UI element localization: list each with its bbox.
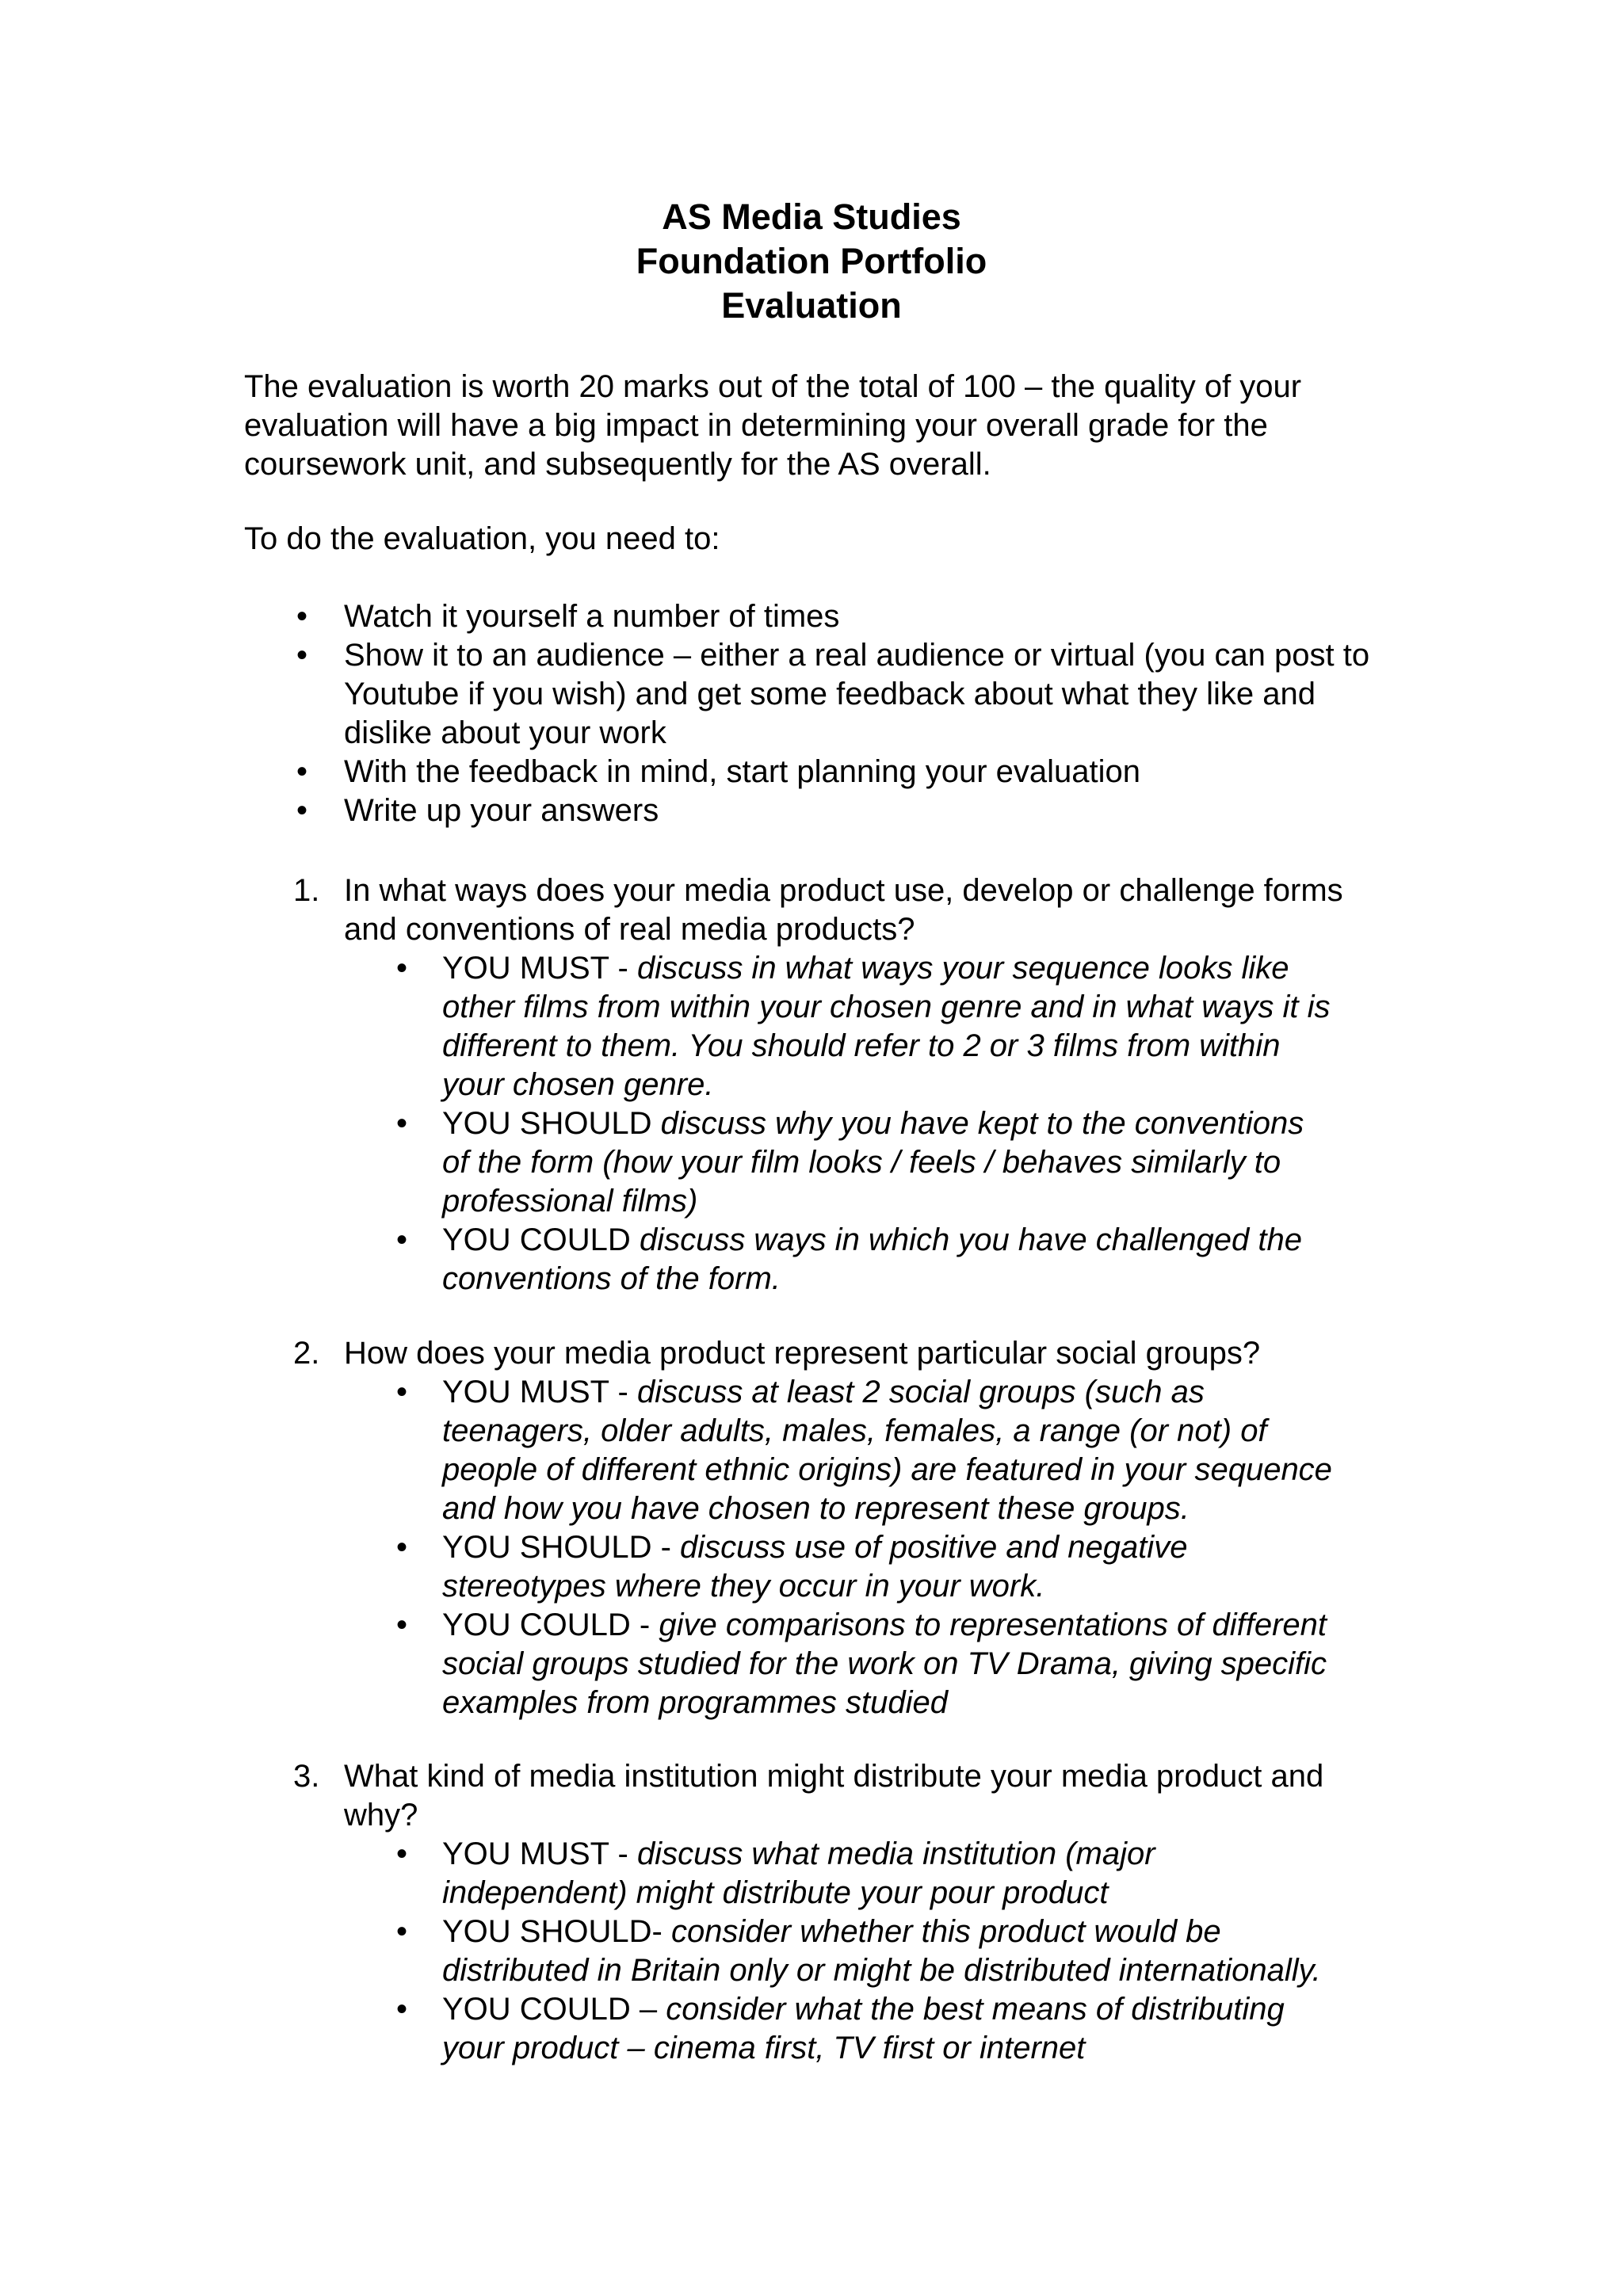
bullet-icon: • <box>396 1222 408 1257</box>
intro-paragraph: The evaluation is worth 20 marks out of the total of 100 – the quality of your evaluation will have a big impact in determining your overall grade for the coursework unit, and subsequently for the AS overall. <box>244 369 1302 482</box>
bullet-icon: • <box>296 793 308 828</box>
bullet-icon: • <box>296 754 308 789</box>
list-item: • Show it to an audience – either a real audience or virtual (you can post to Youtube if you wish) and get some feedback about what they like and dislike about your work <box>296 638 1370 750</box>
bullet-icon: • <box>396 1914 408 1949</box>
bullet-icon: • <box>396 1608 408 1642</box>
bullet-icon: • <box>396 1106 408 1141</box>
question-text: In what ways does your media product use, develop or challenge forms and conventions of real media products? <box>344 873 1343 947</box>
question-text: What kind of media institution might distribute your media product and why? <box>344 1759 1324 1833</box>
todo-heading: To do the evaluation, you need to: <box>244 521 720 556</box>
question-number: 2. <box>293 1336 320 1371</box>
list-item: • Watch it yourself a number of times <box>244 597 1401 636</box>
list-item: • YOU SHOULD- consider whether this product would be distributed in Britain only or might be distributed internationally. <box>396 1914 1321 1988</box>
title-line-3: Evaluation <box>721 285 902 326</box>
question-number: 3. <box>293 1759 320 1794</box>
bullet-icon: • <box>396 951 408 986</box>
list-item: • YOU MUST - discuss at least 2 social groups (such as teenagers, older adults, males, females, a range (or not) of people of different ethnic origins) are featured in your sequence and how you have chosen to represent these groups. <box>396 1375 1332 1526</box>
list-item: • With the feedback in mind, start planning your evaluation <box>244 753 1401 791</box>
list-item: • YOU COULD discuss ways in which you have challenged the conventions of the form. <box>396 1222 1302 1296</box>
question-points <box>344 949 1335 1299</box>
bullet-icon: • <box>396 1836 408 1871</box>
question-1 <box>293 871 1387 1299</box>
title-line-1: AS Media Studies <box>662 196 961 237</box>
list-item: • YOU MUST - discuss in what ways your sequence looks like other films from within your chosen genre and in what ways it is different to them. You should refer to 2 or 3 films from within your chosen genre. <box>396 951 1331 1102</box>
question-number: 1. <box>293 873 320 908</box>
bullet-icon: • <box>396 1530 408 1565</box>
question-text: How does your media product represent particular social groups? <box>344 1336 1261 1371</box>
bullet-icon: • <box>296 638 308 673</box>
document-title <box>0 195 1623 328</box>
question-points <box>344 1835 1335 2068</box>
list-item: • YOU SHOULD - discuss use of positive and negative stereotypes where they occur in your work. <box>396 1530 1188 1604</box>
question-3 <box>293 1757 1387 2068</box>
question-points <box>344 1373 1335 1722</box>
list-item: • Write up your answers <box>244 791 1401 830</box>
list-item: • YOU COULD – consider what the best means of distributing your product – cinema first, TV first or internet <box>396 1992 1285 2065</box>
todo-list <box>244 597 1401 830</box>
bullet-icon: • <box>396 1992 408 2027</box>
title-line-2: Foundation Portfolio <box>636 241 987 281</box>
list-item: • YOU MUST - discuss what media institution (major independent) might distribute your pour product <box>396 1836 1155 1910</box>
list-item: • YOU COULD - give comparisons to representations of different social groups studied for the work on TV Drama, giving specific examples from programmes studied <box>396 1608 1327 1720</box>
bullet-icon: • <box>296 599 308 634</box>
question-2 <box>293 1334 1387 1722</box>
bullet-icon: • <box>396 1375 408 1409</box>
list-item: • YOU SHOULD discuss why you have kept to the conventions of the form (how your film looks / feels / behaves similarly to professional films) <box>396 1106 1304 1219</box>
